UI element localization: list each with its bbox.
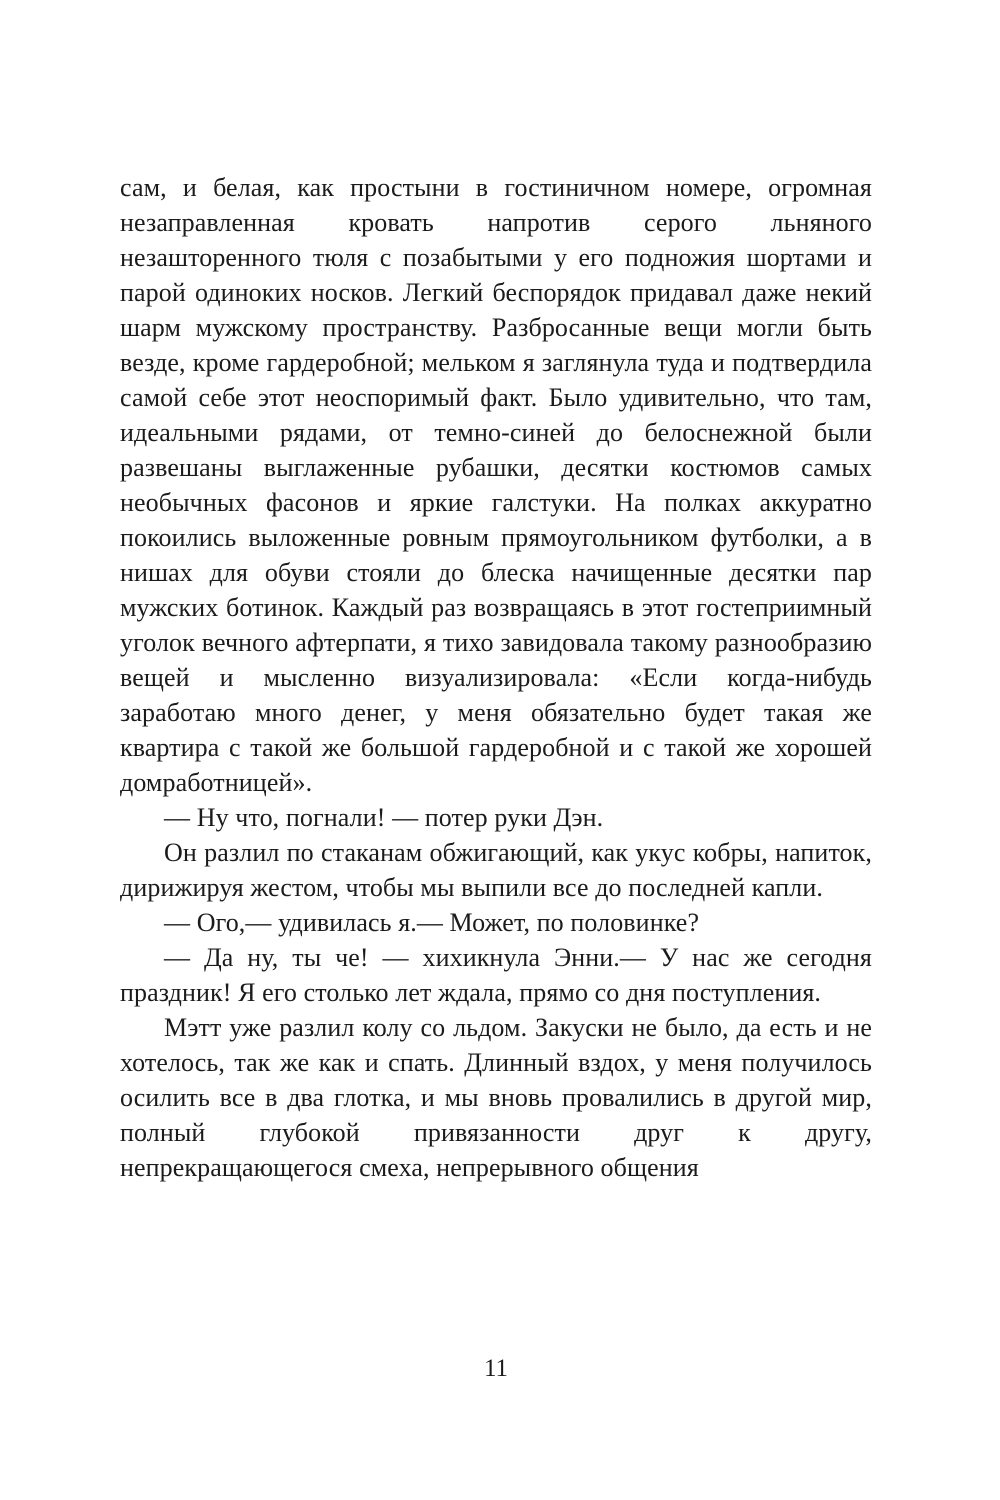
page-number: 11 [483, 1355, 509, 1382]
body-text [120, 170, 872, 1185]
paragraph-continuation: сам, и белая, как простыни в гостиничном номере, огромная незаправленная кровать напротив серого льняного незашторенного тюля с позабытыми у его подножия шортами и парой одиноких носков. Легкий беспорядок придавал даже некий шарм мужскому пространству. Разбросанные вещи могли быть везде, кроме гардеробной; мельком я заглянула туда и подтвердила самой себе этот неоспоримый факт. Было удивительно, что там, идеальными рядами, от темно-синей до белоснежной были развешаны выглаженные рубашки, десятки костюмов самых необычных фасонов и яркие галстуки. На полках аккуратно покоились выложенные ровным прямоугольником футболки, а в нишах для обуви стояли до блеска начищенные десятки пар мужских ботинок. Каждый раз возвращаясь в этот гостеприимный уголок вечного афтерпати, я тихо завидовала такому разнообразию вещей и мысленно визуализировала: «Если когда-нибудь заработаю много денег, у меня обязательно будет такая же квартира с такой же большой гардеробной и с такой же хорошей домработницей». [120, 173, 872, 797]
paragraph-narration-matt: Мэтт уже разлил колу со льдом. Закуски не было, да есть и не хотелось, так же как и спать. Длинный вздох, у меня получилось осилить все в два глотка, и мы вновь провалились в другой мир, полный глубокой привязанности друг к другу, непрекращающегося смеха, непрерывного общения [120, 1013, 872, 1182]
paragraph-dialogue-annie: — Да ну, ты че! — хихикнула Энни.— У нас же сегодня праздник! Я его столько лет ждала, прямо со дня поступления. [120, 943, 872, 1007]
paragraph-dialogue-dan: — Ну что, погнали! — потер руки Дэн. [164, 803, 604, 832]
paragraph-dialogue-ogo: — Ого,— удивилась я.— Может, по половинке? [164, 908, 700, 937]
paragraph-narration-drinks: Он разлил по стаканам обжигающий, как укус кобры, напиток, дирижируя жестом, чтобы мы выпили все до последней капли. [120, 838, 872, 902]
